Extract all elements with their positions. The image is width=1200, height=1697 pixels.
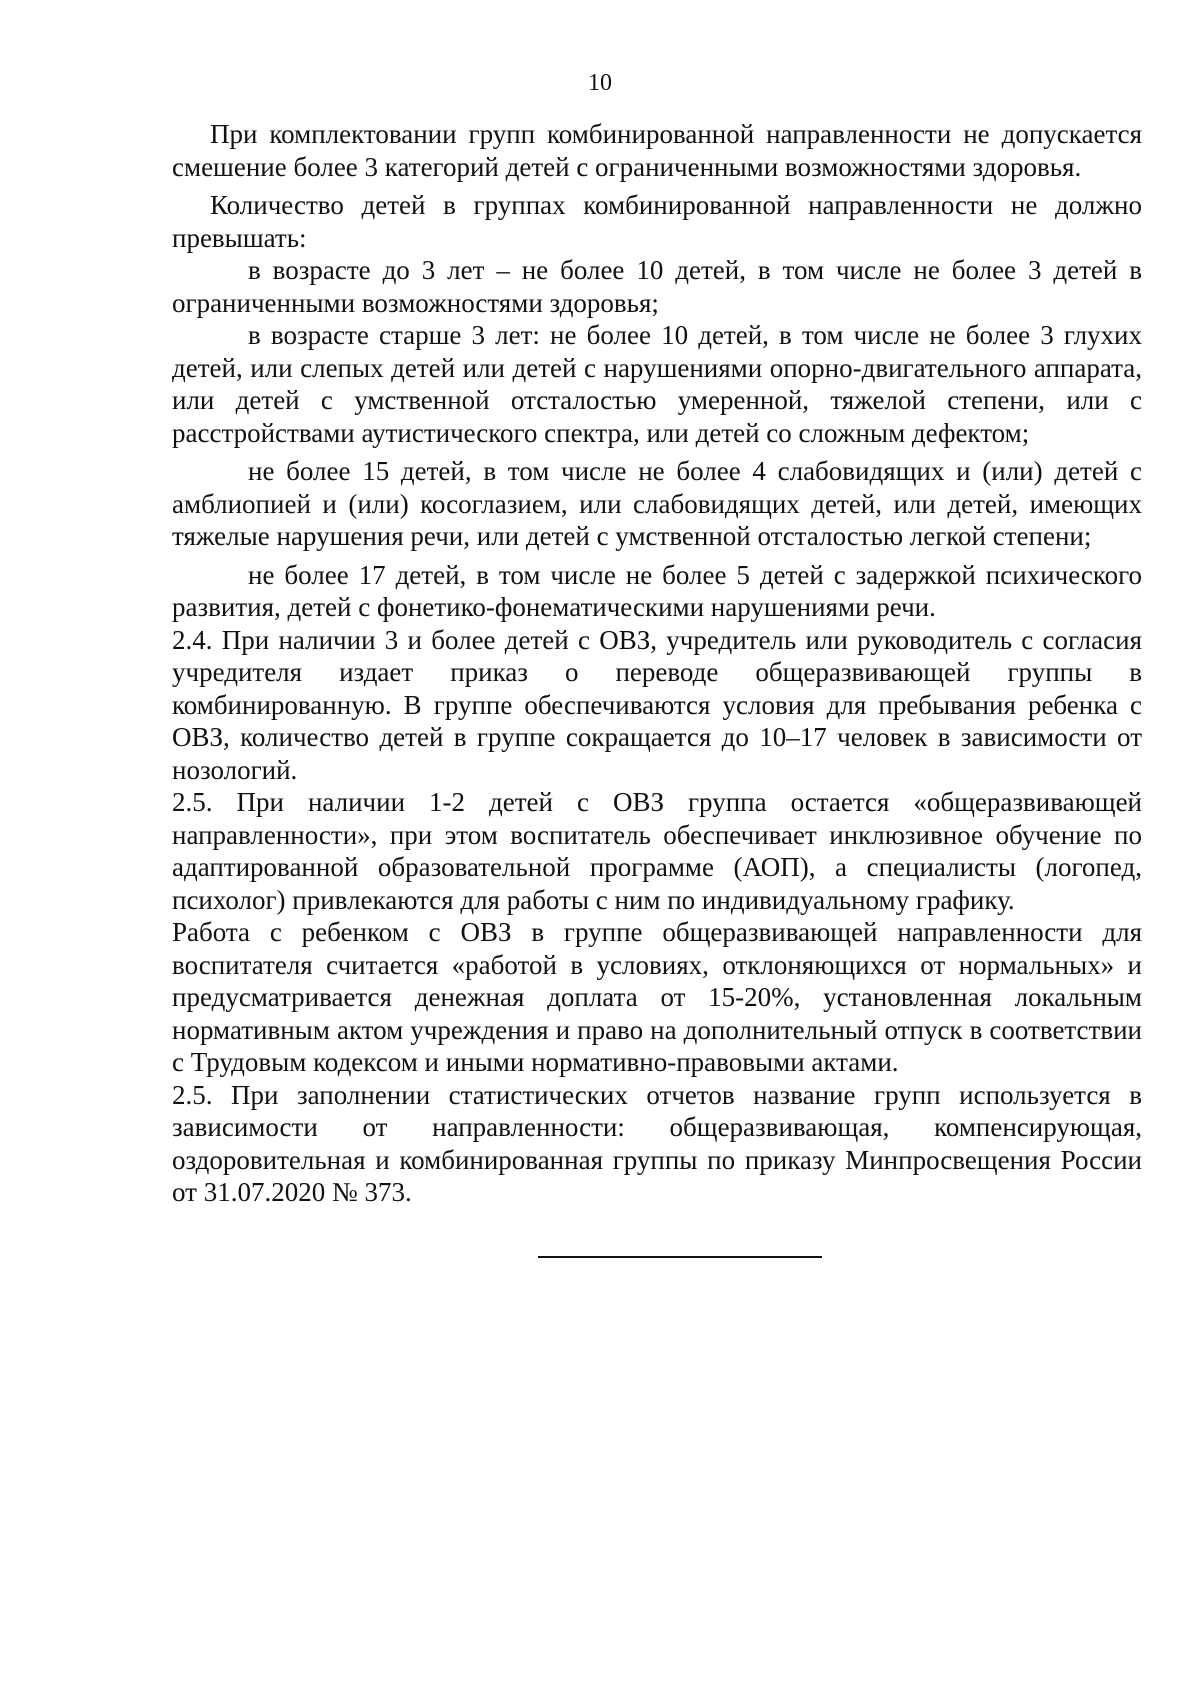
paragraph-age-under-3: в возрасте до 3 лет – не более 10 детей, в том числе не более 3 детей в ограниченными возможностями здоровья;: [172, 255, 1142, 318]
paragraph-age-over-3: в возрасте старше 3 лет: не более 10 детей, в том числе не более 3 глухих детей, или слепых детей или детей с нарушениями опорно-двигательного аппарата, или детей с умственной отсталостью умеренной, тяжелой степени, или с расстройствами аутистического спектра, или детей со сложным дефектом;: [172, 320, 1142, 448]
paragraph-teacher-allowance: Работа с ребенком с ОВЗ в группе общеразвивающей направленности для воспитателя считается «работой в условиях, отклоняющихся от нормальных» и предусматривается денежная доплата от 15-20%, установленная локальным нормативным актом учреждения и право на дополнительный отпуск в соответствии с Трудовым кодексом и иными нормативно-правовыми актами.: [172, 917, 1142, 1077]
paragraph-group-mixing-rule: При комплектовании групп комбинированной направленности не допускается смешение более 3 категорий детей с ограниченными возможностями здоровья.: [172, 119, 1142, 182]
paragraph-group-size-intro: Количество детей в группах комбинированной направленности не должно превышать:: [172, 190, 1142, 253]
paragraph-section-2-5-inclusive: 2.5. При наличии 1-2 детей с ОВЗ группа остается «общеразвивающей направленности», при этом воспитатель обеспечивает инклюзивное обучение по адаптированной образовательной программе (АОП), а специалисты (логопед, психолог) привлекаются для работы с ним по индивидуальному графику.: [172, 787, 1142, 915]
page-number: 10: [588, 70, 612, 96]
paragraph-limit-15: не более 15 детей, в том числе не более 4 слабовидящих и (или) детей с амблиопией и (или) косоглазием, или слабовидящих детей, или детей, имеющих тяжелые нарушения речи, или детей с умственной отсталостью легкой степени;: [172, 456, 1142, 551]
end-of-text-rule: [538, 1256, 822, 1258]
paragraph-limit-17: не более 17 детей, в том числе не более 5 детей с задержкой психического развития, детей с фонетико-фонематическими нарушениями речи.: [172, 559, 1142, 622]
paragraph-section-2-4: 2.4. При наличии 3 и более детей с ОВЗ, учредитель или руководитель с согласия учредителя издает приказ о переводе общеразвивающей группы в комбинированную. В группе обеспечиваются условия для пребывания ребенка с ОВЗ, количество детей в группе сокращается до 10–17 человек в зависимости от нозологий.: [172, 624, 1142, 785]
paragraph-section-2-5-statistics: 2.5. При заполнении статистических отчетов название групп используется в зависимости от направленности: общеразвивающая, компенсирующая, оздоровительная и комбинированная группы по приказу Минпросвещения России от 31.07.2020 № 373.: [172, 1079, 1142, 1207]
document-body: [172, 118, 1142, 1209]
